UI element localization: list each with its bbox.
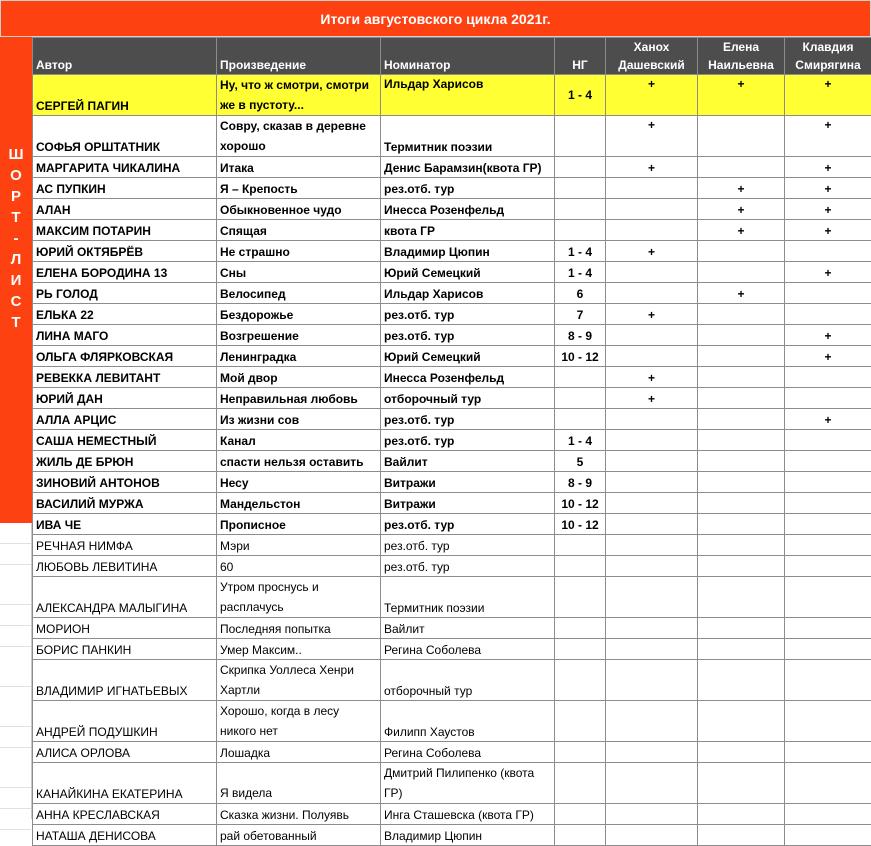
nominator-cell: Инесса Розенфельд xyxy=(381,199,555,220)
mark-dashevsky xyxy=(606,618,698,639)
mark-nailyevna xyxy=(698,262,785,283)
mark-nailyevna xyxy=(698,241,785,262)
left-grid-cell xyxy=(0,626,31,647)
mark-smiryagina xyxy=(785,472,871,493)
author-cell: РЕЧНАЯ НИМФА xyxy=(33,535,217,556)
mark-smiryagina: + xyxy=(785,220,871,241)
mark-dashevsky xyxy=(606,220,698,241)
mark-nailyevna xyxy=(698,472,785,493)
mark-smiryagina xyxy=(785,388,871,409)
left-grid-cell xyxy=(0,727,31,748)
ng-cell: 10 - 12 xyxy=(555,514,606,535)
work-cell: Скрипка Уоллеса Хенри Хартли xyxy=(217,660,381,701)
short-list-letter: С xyxy=(0,294,32,310)
table-row xyxy=(33,804,871,825)
ng-cell xyxy=(555,409,606,430)
author-cell: ЖИЛЬ ДЕ БРЮН xyxy=(33,451,217,472)
nominator-cell: отборочный тур xyxy=(381,388,555,409)
left-grid-cell xyxy=(0,748,31,788)
nominator-cell: Юрий Семецкий xyxy=(381,346,555,367)
header-judge-smiryagina: Клавдия Смирягина xyxy=(785,38,871,75)
table-row xyxy=(33,742,871,763)
header-row xyxy=(33,38,871,75)
ng-cell xyxy=(555,178,606,199)
author-cell: БОРИС ПАНКИН xyxy=(33,639,217,660)
table-row xyxy=(33,241,871,262)
left-grid-cell xyxy=(0,544,31,565)
mark-dashevsky xyxy=(606,742,698,763)
left-grid-cell xyxy=(0,647,31,687)
nominator-cell: рез.отб. тур xyxy=(381,304,555,325)
work-cell: Я видела xyxy=(217,763,381,804)
table-row xyxy=(33,701,871,742)
results-table xyxy=(32,37,871,846)
nominator-cell: рез.отб. тур xyxy=(381,325,555,346)
table-row xyxy=(33,262,871,283)
author-cell: ЕЛЕНА БОРОДИНА 13 xyxy=(33,262,217,283)
table-title: Итоги августовского цикла 2021г. xyxy=(0,0,871,37)
mark-dashevsky xyxy=(606,804,698,825)
mark-nailyevna xyxy=(698,430,785,451)
work-cell: Велосипед xyxy=(217,283,381,304)
table-row xyxy=(33,388,871,409)
author-cell: СЕРГЕЙ ПАГИН xyxy=(33,75,217,116)
work-cell: Не страшно xyxy=(217,241,381,262)
table-row xyxy=(33,325,871,346)
short-list-letter: - xyxy=(0,231,32,247)
author-cell: ЕЛЬКА 22 xyxy=(33,304,217,325)
work-cell: Хорошо, когда в лесу никого нет xyxy=(217,701,381,742)
mark-nailyevna xyxy=(698,367,785,388)
nominator-cell: Вайлит xyxy=(381,451,555,472)
author-cell: АННА КРЕСЛАВСКАЯ xyxy=(33,804,217,825)
header-nominator: Номинатор xyxy=(381,38,555,75)
author-cell: ЮРИЙ ДАН xyxy=(33,388,217,409)
mark-nailyevna xyxy=(698,804,785,825)
ng-cell xyxy=(555,220,606,241)
mark-nailyevna xyxy=(698,304,785,325)
author-cell: ОЛЬГА ФЛЯРКОВСКАЯ xyxy=(33,346,217,367)
mark-smiryagina xyxy=(785,660,871,701)
table-row xyxy=(33,763,871,804)
table-row xyxy=(33,577,871,618)
mark-nailyevna xyxy=(698,409,785,430)
short-list-letter: Т xyxy=(0,315,32,331)
ng-cell xyxy=(555,157,606,178)
mark-dashevsky xyxy=(606,535,698,556)
mark-dashevsky xyxy=(606,556,698,577)
work-cell: Из жизни сов xyxy=(217,409,381,430)
ng-cell xyxy=(555,199,606,220)
ng-cell xyxy=(555,804,606,825)
author-cell: ЛЮБОВЬ ЛЕВИТИНА xyxy=(33,556,217,577)
mark-smiryagina xyxy=(785,742,871,763)
mark-smiryagina xyxy=(785,367,871,388)
author-cell: СОФЬЯ ОРШТАТНИК xyxy=(33,116,217,157)
mark-dashevsky xyxy=(606,639,698,660)
mark-dashevsky xyxy=(606,577,698,618)
short-list-letter: И xyxy=(0,273,32,289)
author-cell: АС ПУПКИН xyxy=(33,178,217,199)
ng-cell xyxy=(555,388,606,409)
mark-nailyevna xyxy=(698,556,785,577)
mark-dashevsky xyxy=(606,199,698,220)
mark-nailyevna xyxy=(698,535,785,556)
nominator-cell: рез.отб. тур xyxy=(381,535,555,556)
nominator-cell: Денис Барамзин(квота ГР) xyxy=(381,157,555,178)
short-list-letter: Р xyxy=(0,189,32,205)
mark-nailyevna xyxy=(698,325,785,346)
table-row xyxy=(33,451,871,472)
author-cell: ЮРИЙ ОКТЯБРЁВ xyxy=(33,241,217,262)
mark-dashevsky xyxy=(606,763,698,804)
mark-nailyevna xyxy=(698,346,785,367)
mark-nailyevna xyxy=(698,451,785,472)
mark-dashevsky xyxy=(606,325,698,346)
work-cell: Утром проснусь и расплачусь xyxy=(217,577,381,618)
table-row xyxy=(33,304,871,325)
author-cell: ВЛАДИМИР ИГНАТЬЕВЫХ xyxy=(33,660,217,701)
nominator-cell: Ильдар Харисов xyxy=(381,283,555,304)
mark-smiryagina: + xyxy=(785,346,871,367)
nominator-cell: Филипп Хаустов xyxy=(381,701,555,742)
nominator-cell: Регина Соболева xyxy=(381,639,555,660)
work-cell: Ну, что ж смотри, смотри же в пустоту... xyxy=(217,75,381,116)
mark-smiryagina xyxy=(785,514,871,535)
mark-nailyevna xyxy=(698,701,785,742)
ng-cell xyxy=(555,763,606,804)
ng-cell: 1 - 4 xyxy=(555,241,606,262)
nominator-cell: квота ГР xyxy=(381,220,555,241)
ng-cell xyxy=(555,639,606,660)
nominator-cell: рез.отб. тур xyxy=(381,430,555,451)
nominator-cell: Термитник поэзии xyxy=(381,116,555,157)
mark-nailyevna: + xyxy=(698,178,785,199)
ng-cell: 10 - 12 xyxy=(555,346,606,367)
mark-smiryagina: + xyxy=(785,178,871,199)
ng-cell: 8 - 9 xyxy=(555,325,606,346)
author-cell: ЗИНОВИЙ АНТОНОВ xyxy=(33,472,217,493)
table-row xyxy=(33,618,871,639)
mark-smiryagina: + xyxy=(785,157,871,178)
ng-cell xyxy=(555,660,606,701)
left-grid-cell xyxy=(0,809,31,830)
work-cell: 60 xyxy=(217,556,381,577)
nominator-cell: Термитник поэзии xyxy=(381,577,555,618)
author-cell: ИВА ЧЕ xyxy=(33,514,217,535)
left-grid-cell xyxy=(0,605,31,626)
mark-smiryagina xyxy=(785,804,871,825)
ng-cell: 5 xyxy=(555,451,606,472)
nominator-cell: Юрий Семецкий xyxy=(381,262,555,283)
work-cell: Несу xyxy=(217,472,381,493)
short-list-letter: Т xyxy=(0,210,32,226)
ng-cell: 10 - 12 xyxy=(555,493,606,514)
mark-dashevsky xyxy=(606,262,698,283)
author-cell: МАРГАРИТА ЧИКАЛИНА xyxy=(33,157,217,178)
mark-nailyevna xyxy=(698,157,785,178)
ng-cell xyxy=(555,556,606,577)
mark-smiryagina: + xyxy=(785,409,871,430)
ng-cell xyxy=(555,742,606,763)
nominator-cell: Регина Соболева xyxy=(381,742,555,763)
work-cell: Лошадка xyxy=(217,742,381,763)
mark-dashevsky: + xyxy=(606,388,698,409)
mark-nailyevna xyxy=(698,514,785,535)
short-list-letter: Ш xyxy=(0,147,32,163)
mark-smiryagina xyxy=(785,493,871,514)
mark-nailyevna: + xyxy=(698,220,785,241)
work-cell: Мой двор xyxy=(217,367,381,388)
work-cell: Спящая xyxy=(217,220,381,241)
table-row xyxy=(33,409,871,430)
work-cell: Мэри xyxy=(217,535,381,556)
work-cell: Совру, сказав в деревне хорошо xyxy=(217,116,381,157)
work-cell: Прописное xyxy=(217,514,381,535)
author-cell: РЬ ГОЛОД xyxy=(33,283,217,304)
ng-cell xyxy=(555,367,606,388)
work-cell: Неправильная любовь xyxy=(217,388,381,409)
left-grid-cell xyxy=(0,523,31,544)
ng-cell xyxy=(555,825,606,846)
mark-smiryagina: + xyxy=(785,325,871,346)
mark-dashevsky xyxy=(606,472,698,493)
table-row xyxy=(33,283,871,304)
work-cell: Возгрешение xyxy=(217,325,381,346)
left-grid-cell xyxy=(0,565,31,605)
table-row xyxy=(33,199,871,220)
table-row xyxy=(33,367,871,388)
mark-dashevsky xyxy=(606,346,698,367)
mark-nailyevna xyxy=(698,116,785,157)
mark-smiryagina xyxy=(785,577,871,618)
table-row xyxy=(33,157,871,178)
mark-smiryagina xyxy=(785,639,871,660)
work-cell: спасти нельзя оставить xyxy=(217,451,381,472)
table-row xyxy=(33,430,871,451)
work-cell: Последняя попытка xyxy=(217,618,381,639)
work-cell: Мандельстон xyxy=(217,493,381,514)
mark-smiryagina xyxy=(785,556,871,577)
author-cell: МОРИОН xyxy=(33,618,217,639)
author-cell: РЕВЕККА ЛЕВИТАНТ xyxy=(33,367,217,388)
mark-dashevsky xyxy=(606,451,698,472)
mark-dashevsky: + xyxy=(606,367,698,388)
mark-nailyevna: + xyxy=(698,199,785,220)
work-cell: Канал xyxy=(217,430,381,451)
author-cell: АЛИСА ОРЛОВА xyxy=(33,742,217,763)
nominator-cell: рез.отб. тур xyxy=(381,178,555,199)
short-list-letter: О xyxy=(0,168,32,184)
mark-nailyevna xyxy=(698,742,785,763)
mark-nailyevna xyxy=(698,639,785,660)
ng-cell: 1 - 4 xyxy=(555,75,606,116)
mark-smiryagina xyxy=(785,535,871,556)
left-grid-cell xyxy=(0,788,31,809)
work-cell: Умер Максим.. xyxy=(217,639,381,660)
ng-cell: 6 xyxy=(555,283,606,304)
author-cell: АЛЛА АРЦИС xyxy=(33,409,217,430)
mark-dashevsky: + xyxy=(606,116,698,157)
table-row xyxy=(33,75,871,116)
author-cell: АЛЕКСАНДРА МАЛЫГИНА xyxy=(33,577,217,618)
nominator-cell: Вайлит xyxy=(381,618,555,639)
table-row xyxy=(33,493,871,514)
nominator-cell: Витражи xyxy=(381,472,555,493)
mark-dashevsky: + xyxy=(606,304,698,325)
nominator-cell: Дмитрий Пилипенко (квота ГР) xyxy=(381,763,555,804)
mark-smiryagina: + xyxy=(785,262,871,283)
ng-cell xyxy=(555,577,606,618)
ng-cell: 7 xyxy=(555,304,606,325)
header-ng: НГ xyxy=(555,38,606,75)
work-cell: Сны xyxy=(217,262,381,283)
mark-nailyevna xyxy=(698,660,785,701)
ng-cell xyxy=(555,618,606,639)
work-cell: Ленинградка xyxy=(217,346,381,367)
nominator-cell: Ильдар Харисов xyxy=(381,75,555,116)
mark-dashevsky xyxy=(606,701,698,742)
author-cell: ВАСИЛИЙ МУРЖА xyxy=(33,493,217,514)
ng-cell: 1 - 4 xyxy=(555,262,606,283)
ng-cell xyxy=(555,535,606,556)
mark-smiryagina xyxy=(785,701,871,742)
work-cell: Я – Крепость xyxy=(217,178,381,199)
mark-dashevsky xyxy=(606,514,698,535)
nominator-cell: Витражи xyxy=(381,493,555,514)
left-margin-grid xyxy=(0,523,32,819)
mark-dashevsky: + xyxy=(606,75,698,116)
nominator-cell: рез.отб. тур xyxy=(381,409,555,430)
table-row xyxy=(33,116,871,157)
mark-smiryagina xyxy=(785,304,871,325)
work-cell: Бездорожье xyxy=(217,304,381,325)
work-cell: Обыкновенное чудо xyxy=(217,199,381,220)
mark-smiryagina: + xyxy=(785,116,871,157)
work-cell: рай обетованный xyxy=(217,825,381,846)
mark-smiryagina: + xyxy=(785,75,871,116)
mark-dashevsky xyxy=(606,409,698,430)
ng-cell: 8 - 9 xyxy=(555,472,606,493)
mark-dashevsky xyxy=(606,178,698,199)
mark-dashevsky xyxy=(606,660,698,701)
table-row xyxy=(33,639,871,660)
mark-smiryagina xyxy=(785,825,871,846)
ng-cell: 1 - 4 xyxy=(555,430,606,451)
mark-smiryagina xyxy=(785,283,871,304)
nominator-cell: рез.отб. тур xyxy=(381,556,555,577)
nominator-cell: Инга Сташевска (квота ГР) xyxy=(381,804,555,825)
mark-smiryagina: + xyxy=(785,199,871,220)
work-cell: Итака xyxy=(217,157,381,178)
author-cell: ЛИНА МАГО xyxy=(33,325,217,346)
mark-smiryagina xyxy=(785,451,871,472)
work-cell: Сказка жизни. Полуявь xyxy=(217,804,381,825)
nominator-cell: отборочный тур xyxy=(381,660,555,701)
nominator-cell: Владимир Цюпин xyxy=(381,825,555,846)
mark-smiryagina xyxy=(785,241,871,262)
short-list-label xyxy=(0,37,32,523)
author-cell: КАНАЙКИНА ЕКАТЕРИНА xyxy=(33,763,217,804)
mark-nailyevna: + xyxy=(698,283,785,304)
author-cell: НАТАША ДЕНИСОВА xyxy=(33,825,217,846)
mark-nailyevna xyxy=(698,763,785,804)
table-row xyxy=(33,220,871,241)
ng-cell xyxy=(555,116,606,157)
table-row xyxy=(33,514,871,535)
table-row xyxy=(33,472,871,493)
nominator-cell: Инесса Розенфельд xyxy=(381,367,555,388)
table-row xyxy=(33,825,871,846)
nominator-cell: Владимир Цюпин xyxy=(381,241,555,262)
mark-nailyevna xyxy=(698,388,785,409)
author-cell: АЛАН xyxy=(33,199,217,220)
author-cell: САША НЕМЕСТНЫЙ xyxy=(33,430,217,451)
header-judge-dashevsky: Ханох Дашевский xyxy=(606,38,698,75)
mark-smiryagina xyxy=(785,430,871,451)
nominator-cell: рез.отб. тур xyxy=(381,514,555,535)
left-grid-cell xyxy=(0,687,31,727)
mark-dashevsky xyxy=(606,825,698,846)
mark-nailyevna xyxy=(698,618,785,639)
mark-nailyevna: + xyxy=(698,75,785,116)
mark-nailyevna xyxy=(698,825,785,846)
author-cell: МАКСИМ ПОТАРИН xyxy=(33,220,217,241)
mark-dashevsky xyxy=(606,493,698,514)
mark-dashevsky xyxy=(606,283,698,304)
ng-cell xyxy=(555,701,606,742)
short-list-letter: Л xyxy=(0,252,32,268)
mark-dashevsky: + xyxy=(606,241,698,262)
mark-nailyevna xyxy=(698,493,785,514)
mark-dashevsky: + xyxy=(606,157,698,178)
table-row xyxy=(33,660,871,701)
table-row xyxy=(33,346,871,367)
author-cell: АНДРЕЙ ПОДУШКИН xyxy=(33,701,217,742)
header-judge-nailyevna: Елена Наильевна xyxy=(698,38,785,75)
mark-smiryagina xyxy=(785,618,871,639)
mark-dashevsky xyxy=(606,430,698,451)
table-row xyxy=(33,535,871,556)
table-row xyxy=(33,178,871,199)
header-author: Автор xyxy=(33,38,217,75)
header-work: Произведение xyxy=(217,38,381,75)
mark-smiryagina xyxy=(785,763,871,804)
mark-nailyevna xyxy=(698,577,785,618)
table-row xyxy=(33,556,871,577)
